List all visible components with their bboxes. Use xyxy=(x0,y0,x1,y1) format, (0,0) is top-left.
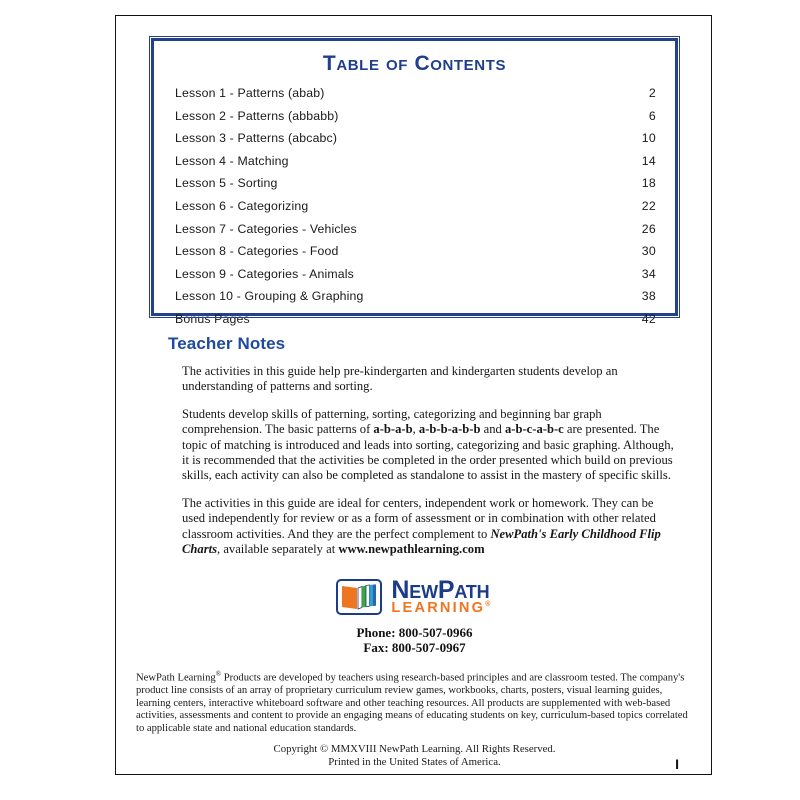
toc-entry-label: Lesson 5 - Sorting xyxy=(175,176,278,191)
toc-entry-page: 14 xyxy=(641,153,656,168)
note3-text-2: , available separately at xyxy=(217,542,339,557)
toc-leader-dots xyxy=(253,311,637,323)
toc-entry-lesson-4[interactable] xyxy=(175,150,656,173)
toc-entry-page: 34 xyxy=(641,266,656,281)
toc-entry-page: 10 xyxy=(641,131,656,146)
toc-entry-page: 42 xyxy=(641,311,656,326)
toc-entry-label: Lesson 9 - Categories - Animals xyxy=(175,266,354,281)
page-number: I xyxy=(675,756,679,772)
company-name: NewPath Learning xyxy=(136,672,216,684)
table-of-contents-box xyxy=(151,38,678,326)
note2-text-1: Students develop skills of patterning, sorting, categorizing and beginning bar graph comprehension. The basic patterns of xyxy=(182,406,602,437)
copyright-line: Copyright © MMXVIII NewPath Learning. All Rights Reserved. xyxy=(273,743,556,755)
toc-entry-label: Lesson 6 - Categorizing xyxy=(175,198,309,213)
logo-brand-secondary xyxy=(391,601,492,616)
teacher-notes-heading: Teacher Notes xyxy=(168,334,286,353)
logo-brand-primary: NewPath xyxy=(391,576,490,604)
toc-entry-label: Lesson 8 - Categories - Food xyxy=(175,244,339,259)
website-link[interactable]: www.newpathlearning.com xyxy=(338,542,485,557)
logo-block xyxy=(116,578,713,656)
teacher-notes-section xyxy=(168,334,678,569)
copyright-block xyxy=(116,743,713,770)
newpath-learning-logo xyxy=(336,578,492,616)
note2-text-4: are presented. The topic of matching is introduced and leads into sorting, categorizing and basic graphing. Although, it is recommended that the activities be completed in the order presented which build on previous skills, each activity can also be completed as standalone to assist in the mastery of specific skills. xyxy=(182,422,674,483)
toc-entry-page: 26 xyxy=(641,221,656,236)
toc-leader-dots xyxy=(340,130,637,142)
printed-in-line: Printed in the United States of America. xyxy=(328,756,501,769)
registered-trademark-icon: ® xyxy=(485,601,493,609)
toc-entry-bonus-pages[interactable] xyxy=(175,308,656,331)
toc-entry-lesson-9[interactable] xyxy=(175,263,656,286)
product-name-flip-charts: NewPath's Early Childhood Flip Charts xyxy=(182,526,661,557)
toc-entry-page: 22 xyxy=(641,198,656,213)
teacher-notes-paragraph-3 xyxy=(168,496,678,558)
toc-leader-dots xyxy=(341,243,637,255)
note2-text-3: and xyxy=(480,422,505,437)
toc-leader-dots xyxy=(367,288,637,300)
pattern-abab: a-b-a-b xyxy=(373,422,413,437)
toc-leader-dots xyxy=(357,265,637,277)
toc-entry-lesson-1[interactable] xyxy=(175,82,656,105)
fax-number: Fax: 800-507-0967 xyxy=(363,640,466,656)
pattern-abbabb: a-b-b-a-b-b xyxy=(418,422,481,437)
toc-entry-page: 2 xyxy=(648,86,656,100)
toc-entry-page: 30 xyxy=(641,244,656,259)
logo-learning-text: LEARNING xyxy=(391,600,486,616)
company-description xyxy=(136,668,694,736)
toc-entry-lesson-8[interactable] xyxy=(175,240,656,263)
table-of-contents-list xyxy=(154,82,675,331)
toc-entry-label: Bonus Pages xyxy=(175,311,250,326)
toc-entry-lesson-2[interactable] xyxy=(175,105,656,128)
toc-entry-page: 18 xyxy=(641,176,656,191)
toc-entry-label: Lesson 3 - Patterns (abcabc) xyxy=(175,131,338,146)
note3-text-1: The activities in this guide are ideal for centers, independent work or homework. They can be used independently for review or as a form of assessment or in combination with other related classroom activities. And they are the perfect complement to xyxy=(182,495,656,541)
pattern-abcabc: a-b-c-a-b-c xyxy=(504,422,564,437)
toc-leader-dots xyxy=(341,107,637,119)
teacher-notes-paragraph-2 xyxy=(168,407,678,484)
note2-text-2: , xyxy=(412,422,419,437)
registered-trademark-icon: ® xyxy=(215,670,222,678)
teacher-notes-paragraph-1: The activities in this guide help pre-kindergarten and kindergarten students develop an understanding of patterns and sorting. xyxy=(182,364,618,394)
toc-leader-dots xyxy=(360,220,637,232)
toc-entry-label: Lesson 4 - Matching xyxy=(175,153,289,168)
toc-entry-label: Lesson 1 - Patterns (abab) xyxy=(175,86,325,100)
toc-entry-lesson-5[interactable] xyxy=(175,172,656,195)
toc-entry-lesson-7[interactable] xyxy=(175,218,656,241)
company-description-text: Products are developed by teachers using research-based principles and are classroom tested. The company's product line consists of an array of proprietary curriculum review games, workbooks, charts, posters, visual learning guides, learning centers, interactive whiteboard software and other teaching resources. All products are supplemented with web-based activities, assessments and content to provide an engaging means of educating students on key, curriculum-based topics correlated to applicable state and national education standards. xyxy=(136,672,688,734)
toc-entry-label: Lesson 7 - Categories - Vehicles xyxy=(175,221,357,236)
toc-entry-lesson-10[interactable] xyxy=(175,285,656,308)
phone-number: Phone: 800-507-0966 xyxy=(356,624,473,640)
contact-block xyxy=(116,625,713,656)
toc-entry-label: Lesson 2 - Patterns (abbabb) xyxy=(175,108,339,123)
toc-entry-page: 6 xyxy=(648,108,656,123)
toc-leader-dots xyxy=(281,175,638,187)
toc-entry-lesson-6[interactable] xyxy=(175,195,656,218)
toc-entry-label: Lesson 10 - Grouping & Graphing xyxy=(175,289,364,304)
toc-leader-dots xyxy=(328,85,638,97)
logo-wordmark xyxy=(391,578,492,616)
toc-entry-page: 38 xyxy=(641,289,656,304)
page-sheet xyxy=(115,15,712,775)
open-book-icon xyxy=(336,579,382,615)
toc-entry-lesson-3[interactable] xyxy=(175,127,656,150)
toc-leader-dots xyxy=(311,198,637,210)
toc-leader-dots xyxy=(292,152,637,164)
table-of-contents-title: Table of Contents xyxy=(322,52,507,75)
